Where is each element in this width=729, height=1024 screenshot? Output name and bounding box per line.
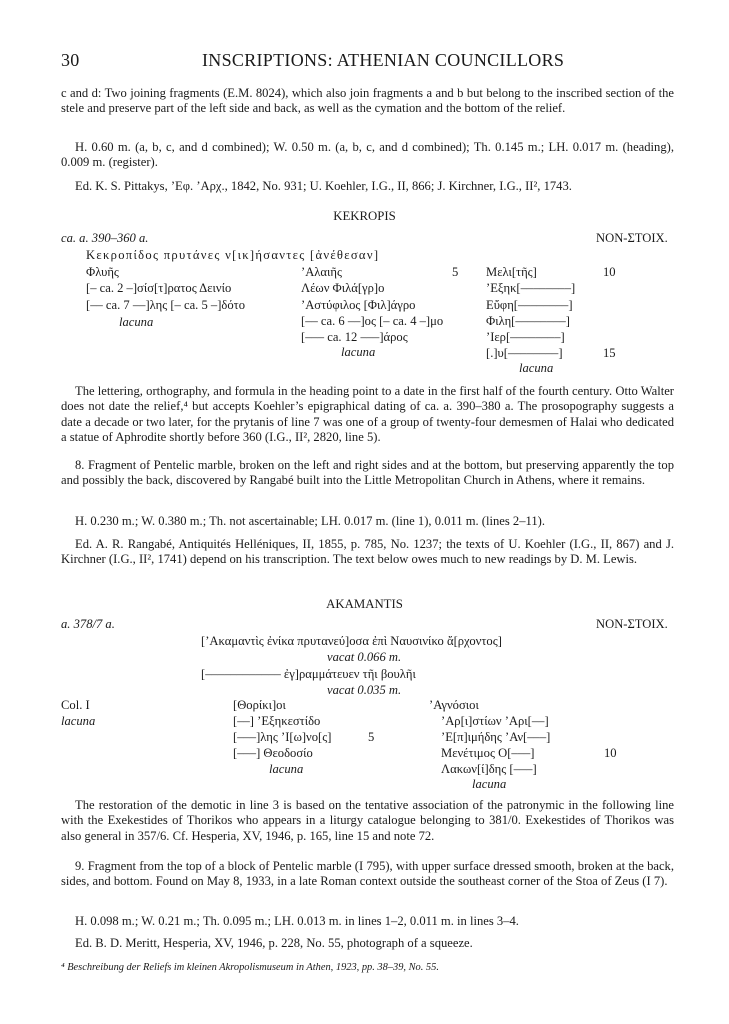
item-9-dimensions: H. 0.098 m.; W. 0.21 m.; Th. 0.095 m.; LH. 0.013 m. in lines 1–2, 0.011 m. in lines 3–4. (75, 914, 519, 928)
line-number: 15 (603, 346, 616, 360)
inscription-line: [.]υ[––––––––] (486, 346, 563, 360)
item-9-editions: Ed. B. D. Meritt, Hesperia, XV, 1946, p. 228, No. 55, photograph of a squeeze. (75, 936, 473, 950)
dimensions-paragraph: H. 0.60 m. (a, b, c, and d combined); W. 0.50 m. (a, b, c, and d combined); Th. 0.145 m.; LH. 0.017 m. (heading), 0.009 m. (register). (61, 140, 674, 170)
inscription-line: [–––]λης ’Ι[ω]νο[ς] (233, 730, 332, 744)
inscription-line: ’Αρ[ι]στίων ’Αρι[––] (441, 714, 549, 728)
inscription-line: ’Αγνόσιοι (429, 698, 479, 712)
akamantis-line-2: [–––––––––––– ἐγ]ραμμάτευεν τῆι βουλῆι (201, 667, 416, 681)
inscription-line: [––– ca. 12 –––]άρος (301, 330, 408, 344)
akamantis-non-stoich: ΝΟΝ-ΣΤΟΙΧ. (596, 617, 668, 631)
inscription-line: Λακων[ί]δης [–––] (441, 762, 537, 776)
editions-paragraph: Ed. K. S. Pittakys, ’Εφ. ’Αρχ., 1842, No. 931; U. Koehler, I.G., II, 866; J. Kirchner, I.G., II², 1743. (75, 179, 572, 193)
item-8-description: 8. Fragment of Pentelic marble, broken on the left and right sides and at the bottom, but preserving apparently the top and possibly the back, discovered by Rangabé built into the Little Metropolitan Church in Athens, where it remains. (61, 458, 674, 488)
footnote: ⁴ Beschreibung der Reliefs im kleinen Akropolismuseum in Athen, 1923, pp. 38–39, No. 55. (61, 962, 439, 973)
lacuna-label: lacuna (119, 315, 154, 329)
lacuna-label: lacuna (472, 777, 507, 791)
inscription-line: ’Αστύφιλος [Φιλ]άγρο (301, 298, 416, 312)
item-9-description: 9. Fragment from the top of a block of Pentelic marble (I 795), with upper surface dressed smooth, broken at the back, sides, and bottom. Found on May 8, 1933, in a late Roman context outside the southeast corner of the Stoa of Zeus (I 7). (61, 859, 674, 889)
inscription-line: [Θορίκι]οι (233, 698, 286, 712)
lacuna-label: lacuna (269, 762, 304, 776)
inscription-line: ’Εξηκ[––––––––] (486, 281, 576, 295)
inscription-line: [–– ca. 6 ––]ος [– ca. 4 –]μο (301, 314, 444, 328)
vacat-note: vacat 0.066 m. (327, 650, 402, 664)
inscription-line: Εὔφη[––––––––] (486, 298, 573, 312)
line-number: 5 (452, 265, 459, 279)
item-8-dimensions: H. 0.230 m.; W. 0.380 m.; Th. not ascertainable; LH. 0.017 m. (line 1), 0.011 m. (lines 2–11). (75, 514, 545, 528)
kekropis-non-stoich: ΝΟΝ-ΣΤΟΙΧ. (596, 231, 668, 245)
vacat-note: vacat 0.035 m. (327, 683, 402, 697)
running-title: INSCRIPTIONS: ATHENIAN COUNCILLORS (202, 50, 565, 70)
akamantis-commentary: The restoration of the demotic in line 3 is based on the tentative association of the patronymic in the following line with the Exekestides of Thorikos who appears in a liturgy catalogue belonging to 381/0. Exekestides of Thorikos was also general in 357/6. Cf. Hesperia, XV, 1946, p. 165, line 15 and note 72. (61, 798, 674, 843)
column-label: Col. I (61, 698, 90, 712)
inscription-line: [––] ’Εξηκεστίδο (233, 714, 321, 728)
kekropis-title: KEKROPIS (333, 209, 396, 223)
line-number: 10 (603, 265, 616, 279)
akamantis-date: a. 378/7 a. (61, 617, 115, 631)
akamantis-title: AKAMANTIS (326, 597, 403, 611)
fragments-cd-paragraph: c and d: Two joining fragments (E.M. 8024), which also join fragments a and b but belong to the inscribed section of the stele and preserve part of the left side and back, as well as the cymation and the bottom of the relief. (61, 86, 674, 116)
column-lacuna: lacuna (61, 714, 96, 728)
inscription-line: ’Ε[π]ιμήδης ’Αν[–––] (441, 730, 551, 744)
inscription-line: Μελι[τῆς] (486, 265, 537, 279)
lacuna-label: lacuna (519, 361, 554, 375)
inscription-line: [–––] Θεοδοσίο (233, 746, 313, 760)
page-number: 30 (61, 50, 80, 70)
inscription-line: [– ca. 2 –]σίσ[τ]ρατος Δεινίο (86, 281, 232, 295)
inscription-line: Μενέτιμος Ο[–––] (441, 746, 535, 760)
inscription-line: Φλυῆς (86, 265, 119, 279)
inscription-line: ’Ιερ[––––––––] (486, 330, 565, 344)
inscription-line: Λέων Φιλά[γρ]ο (301, 281, 385, 295)
lacuna-label: lacuna (341, 345, 376, 359)
line-number: 10 (604, 746, 617, 760)
kekropis-date: ca. a. 390–360 a. (61, 231, 149, 245)
line-number: 5 (368, 730, 375, 744)
kekropis-commentary: The lettering, orthography, and formula in the heading point to a date in the first half of the fourth century. Otto Walter does not date the relief,⁴ but accepts Koehler’s epigraphical dating of ca. a. 390–380 a. The prosopography suggests a date a decade or two later, for the prytanis of line 7 was one of a group of twenty-four demesmen of Halai who dedicated a statue of Aphrodite shortly before 360 (I.G., II², 2820, line 5). (61, 384, 674, 445)
akamantis-line-1: [’Ακαμαντὶς ἐνίκα πρυτανεύ]οσα ἐπὶ Ναυσινίκο ἄ[ρχοντος] (201, 634, 502, 648)
inscription-line: Φιλη[––––––––] (486, 314, 570, 328)
item-8-editions: Ed. A. R. Rangabé, Antiquités Helléniques, II, 1855, p. 785, No. 1237; the texts of U. Koehler (I.G., II, 867) and J. Kirchner (I.G., II², 1741) depend on his transcription. The text below owes much to new readings by D. M. Lewis. (61, 537, 674, 567)
inscription-line: ’Αλαιῆς (301, 265, 342, 279)
inscription-line: [–– ca. 7 ––]λης [– ca. 5 –]δότο (86, 298, 246, 312)
kekropis-heading: Κεκροπίδος πρυτάνες ν[ικ]ήσαντες [ἀνέθεσαν] (86, 248, 380, 262)
